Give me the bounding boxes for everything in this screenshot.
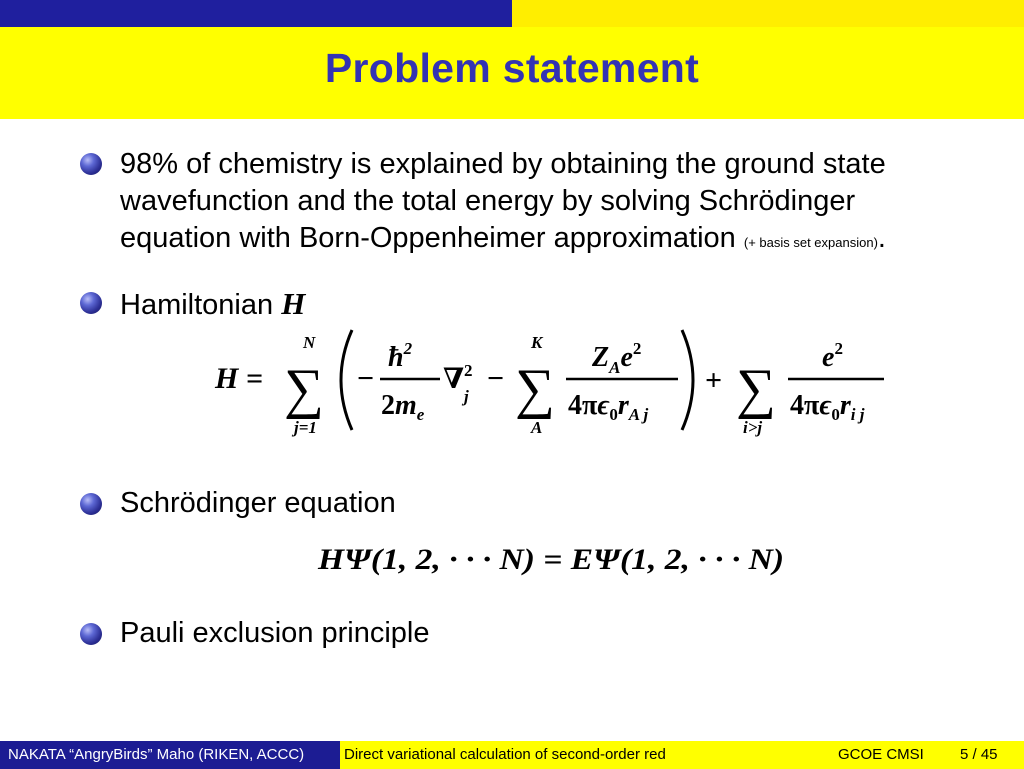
fraction-denominator: $4\pi\epsilon_0r_{i j}$ [790, 390, 865, 424]
minus-sign: − [357, 362, 375, 395]
sigma-symbol: ∑ [515, 358, 555, 420]
hamiltonian-symbol: H [281, 286, 306, 321]
fraction-numerator: $ħ^2$ [388, 339, 413, 373]
bullet-text-hamiltonian [120, 285, 305, 324]
nabla-operator: ∇ [443, 364, 465, 395]
nabla-superscript: 2 [464, 361, 473, 380]
bullet-note: (+ basis set expansion) [743, 235, 878, 250]
footer-talk-title: Direct variational calculation of second-order red [344, 746, 666, 763]
footer-author: NAKATA “AngryBirds” Maho (RIKEN, ACCC) [8, 746, 305, 763]
header-bar-left [0, 0, 512, 27]
sum-upper-limit: K [531, 333, 543, 352]
slide-title: Problem statement [324, 44, 700, 91]
fraction-denominator: $2m_e$ [381, 390, 425, 424]
sigma-symbol: ∑ [284, 358, 324, 420]
footer-venue: GCOE CMSI [838, 746, 924, 763]
left-paren [341, 330, 352, 430]
footer [0, 741, 1024, 769]
title-bar [0, 27, 1024, 119]
bullet-line: 98% of chemistry is explained by obtaining the ground state [120, 148, 886, 180]
footer-author-box [0, 741, 340, 769]
sum-lower-limit: j=1 [294, 418, 317, 437]
header-bar-right [512, 0, 1024, 27]
plus-sign: + [705, 364, 723, 397]
nabla-subscript: j [464, 387, 469, 406]
bullet-text-chemistry [120, 146, 886, 261]
sum-upper-limit: N [303, 333, 316, 352]
bullet-icon [80, 623, 102, 645]
equation-lhs: H = [215, 362, 263, 395]
schrodinger-equation [300, 535, 820, 585]
bullet-icon [80, 153, 102, 175]
bullet-line: wavefunction and the total energy by solving Schrödinger [120, 185, 856, 217]
right-paren [682, 330, 693, 430]
sum-lower-limit: i>j [743, 418, 763, 437]
bullet-line [120, 220, 886, 261]
bullet-line-text: equation with Born-Oppenheimer approximation [120, 222, 736, 254]
bullet-period: . [877, 222, 886, 254]
bullet-icon [80, 493, 102, 515]
fraction-numerator: $Z_Ae^2$ [592, 339, 642, 377]
footer-title-box [340, 741, 684, 769]
minus-sign: − [487, 362, 505, 395]
sum-lower-limit: A [531, 418, 543, 437]
bullet-text-schrodinger: Schrödinger equation [120, 487, 396, 519]
fraction-denominator: $4\pi\epsilon_0r_{A j}$ [568, 390, 649, 424]
bullet-label: Hamiltonian [120, 289, 274, 321]
footer-info-box [684, 741, 1024, 769]
sigma-symbol: ∑ [736, 358, 776, 420]
hamiltonian-equation [200, 322, 900, 442]
schrodinger-equation-text: HΨ(1, 2, · · · N) = EΨ(1, 2, · · · N) [316, 543, 784, 576]
footer-page-number: 5 / 45 [960, 746, 998, 763]
bullet-icon [80, 292, 102, 314]
bullet-text-pauli: Pauli exclusion principle [120, 617, 430, 649]
fraction-numerator: $e^2$ [822, 339, 843, 373]
